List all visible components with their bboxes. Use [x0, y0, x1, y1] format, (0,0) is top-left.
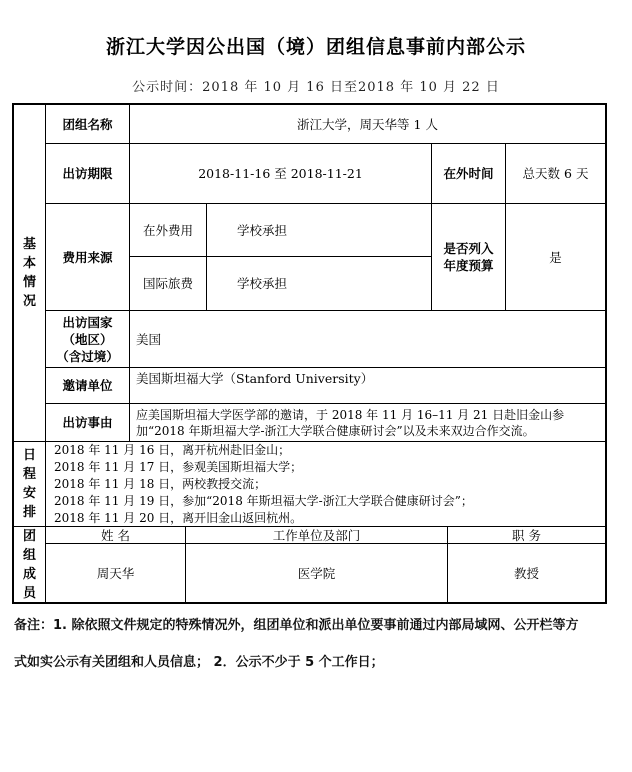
schedule-list — [46, 442, 605, 527]
group-name-value: 浙江大学，周天华等 1 人 — [130, 105, 605, 144]
budget-label: 是否列入年度预算 — [432, 204, 506, 311]
section-basic: 基 本 情 况 — [14, 105, 46, 442]
list-item: 2018 年 11 月 16 日，离开杭州赴旧金山； — [54, 442, 291, 457]
col-header-unit: 工作单位及部门 — [186, 527, 448, 544]
inviter-label: 邀请单位 — [46, 368, 130, 404]
list-item: 2018 年 11 月 17 日，参观美国斯坦福大学； — [54, 459, 303, 474]
member-name: 周天华 — [46, 544, 186, 602]
col-header-title: 职 务 — [448, 527, 605, 544]
abroad-time-value: 总天数 6 天 — [506, 144, 605, 204]
list-item: 2018 年 11 月 19 日，参加“2018 年斯坦福大学-浙江大学联合健康研讨会”； — [54, 493, 473, 508]
budget-value: 是 — [506, 204, 605, 311]
info-table — [12, 103, 607, 604]
section-schedule: 日 程 安 排 — [14, 442, 46, 527]
fee-abroad-label: 在外费用 — [130, 204, 207, 257]
period-label: 出访期限 — [46, 144, 130, 204]
country-value: 美国 — [130, 311, 605, 368]
period-value: 2018-11-16 至 2018-11-21 — [130, 144, 432, 204]
group-name-label: 团组名称 — [46, 105, 130, 144]
inviter-value: 美国斯坦福大学（Stanford University） — [130, 368, 605, 404]
list-item: 2018 年 11 月 18 日，两校教授交流； — [54, 476, 267, 491]
announcement-period: 公示时间：2018 年 10 月 16 日至2018 年 10 月 22 日 — [132, 80, 500, 95]
fee-travel-value: 学校承担 — [207, 257, 432, 311]
remark-line-2: 式如实公示有关团组和人员信息； 2．公示不少于 5 个工作日； — [14, 655, 384, 670]
reason-label: 出访事由 — [46, 404, 130, 442]
fee-abroad-value: 学校承担 — [207, 204, 432, 257]
remark-line-1: 备注：1. 除依照文件规定的特殊情况外，组团单位和派出单位要事前通过内部局域网、公开栏等方 — [14, 618, 579, 633]
page-title: 浙江大学因公出国（境）团组信息事前内部公示 — [105, 36, 526, 58]
abroad-time-label: 在外时间 — [432, 144, 506, 204]
section-members: 团 组 成 员 — [14, 527, 46, 602]
col-header-name: 姓 名 — [46, 527, 186, 544]
member-title: 教授 — [513, 565, 539, 581]
fee-travel-label: 国际旅费 — [130, 257, 207, 311]
fee-source-label: 费用来源 — [46, 204, 130, 311]
reason-value: 应美国斯坦福大学医学部的邀请，于 2018 年 11 月 16–11 月 21 日赴旧金山参加“2018 年斯坦福大学-浙江大学联合健康研讨会”以及未来双边合作交流。 — [130, 404, 605, 442]
country-label: 出访国家（地区）（含过境） — [46, 311, 130, 368]
list-item: 2018 年 11 月 20 日，离开旧金山返回杭州。 — [54, 510, 303, 525]
member-unit: 医学院 — [186, 544, 448, 602]
